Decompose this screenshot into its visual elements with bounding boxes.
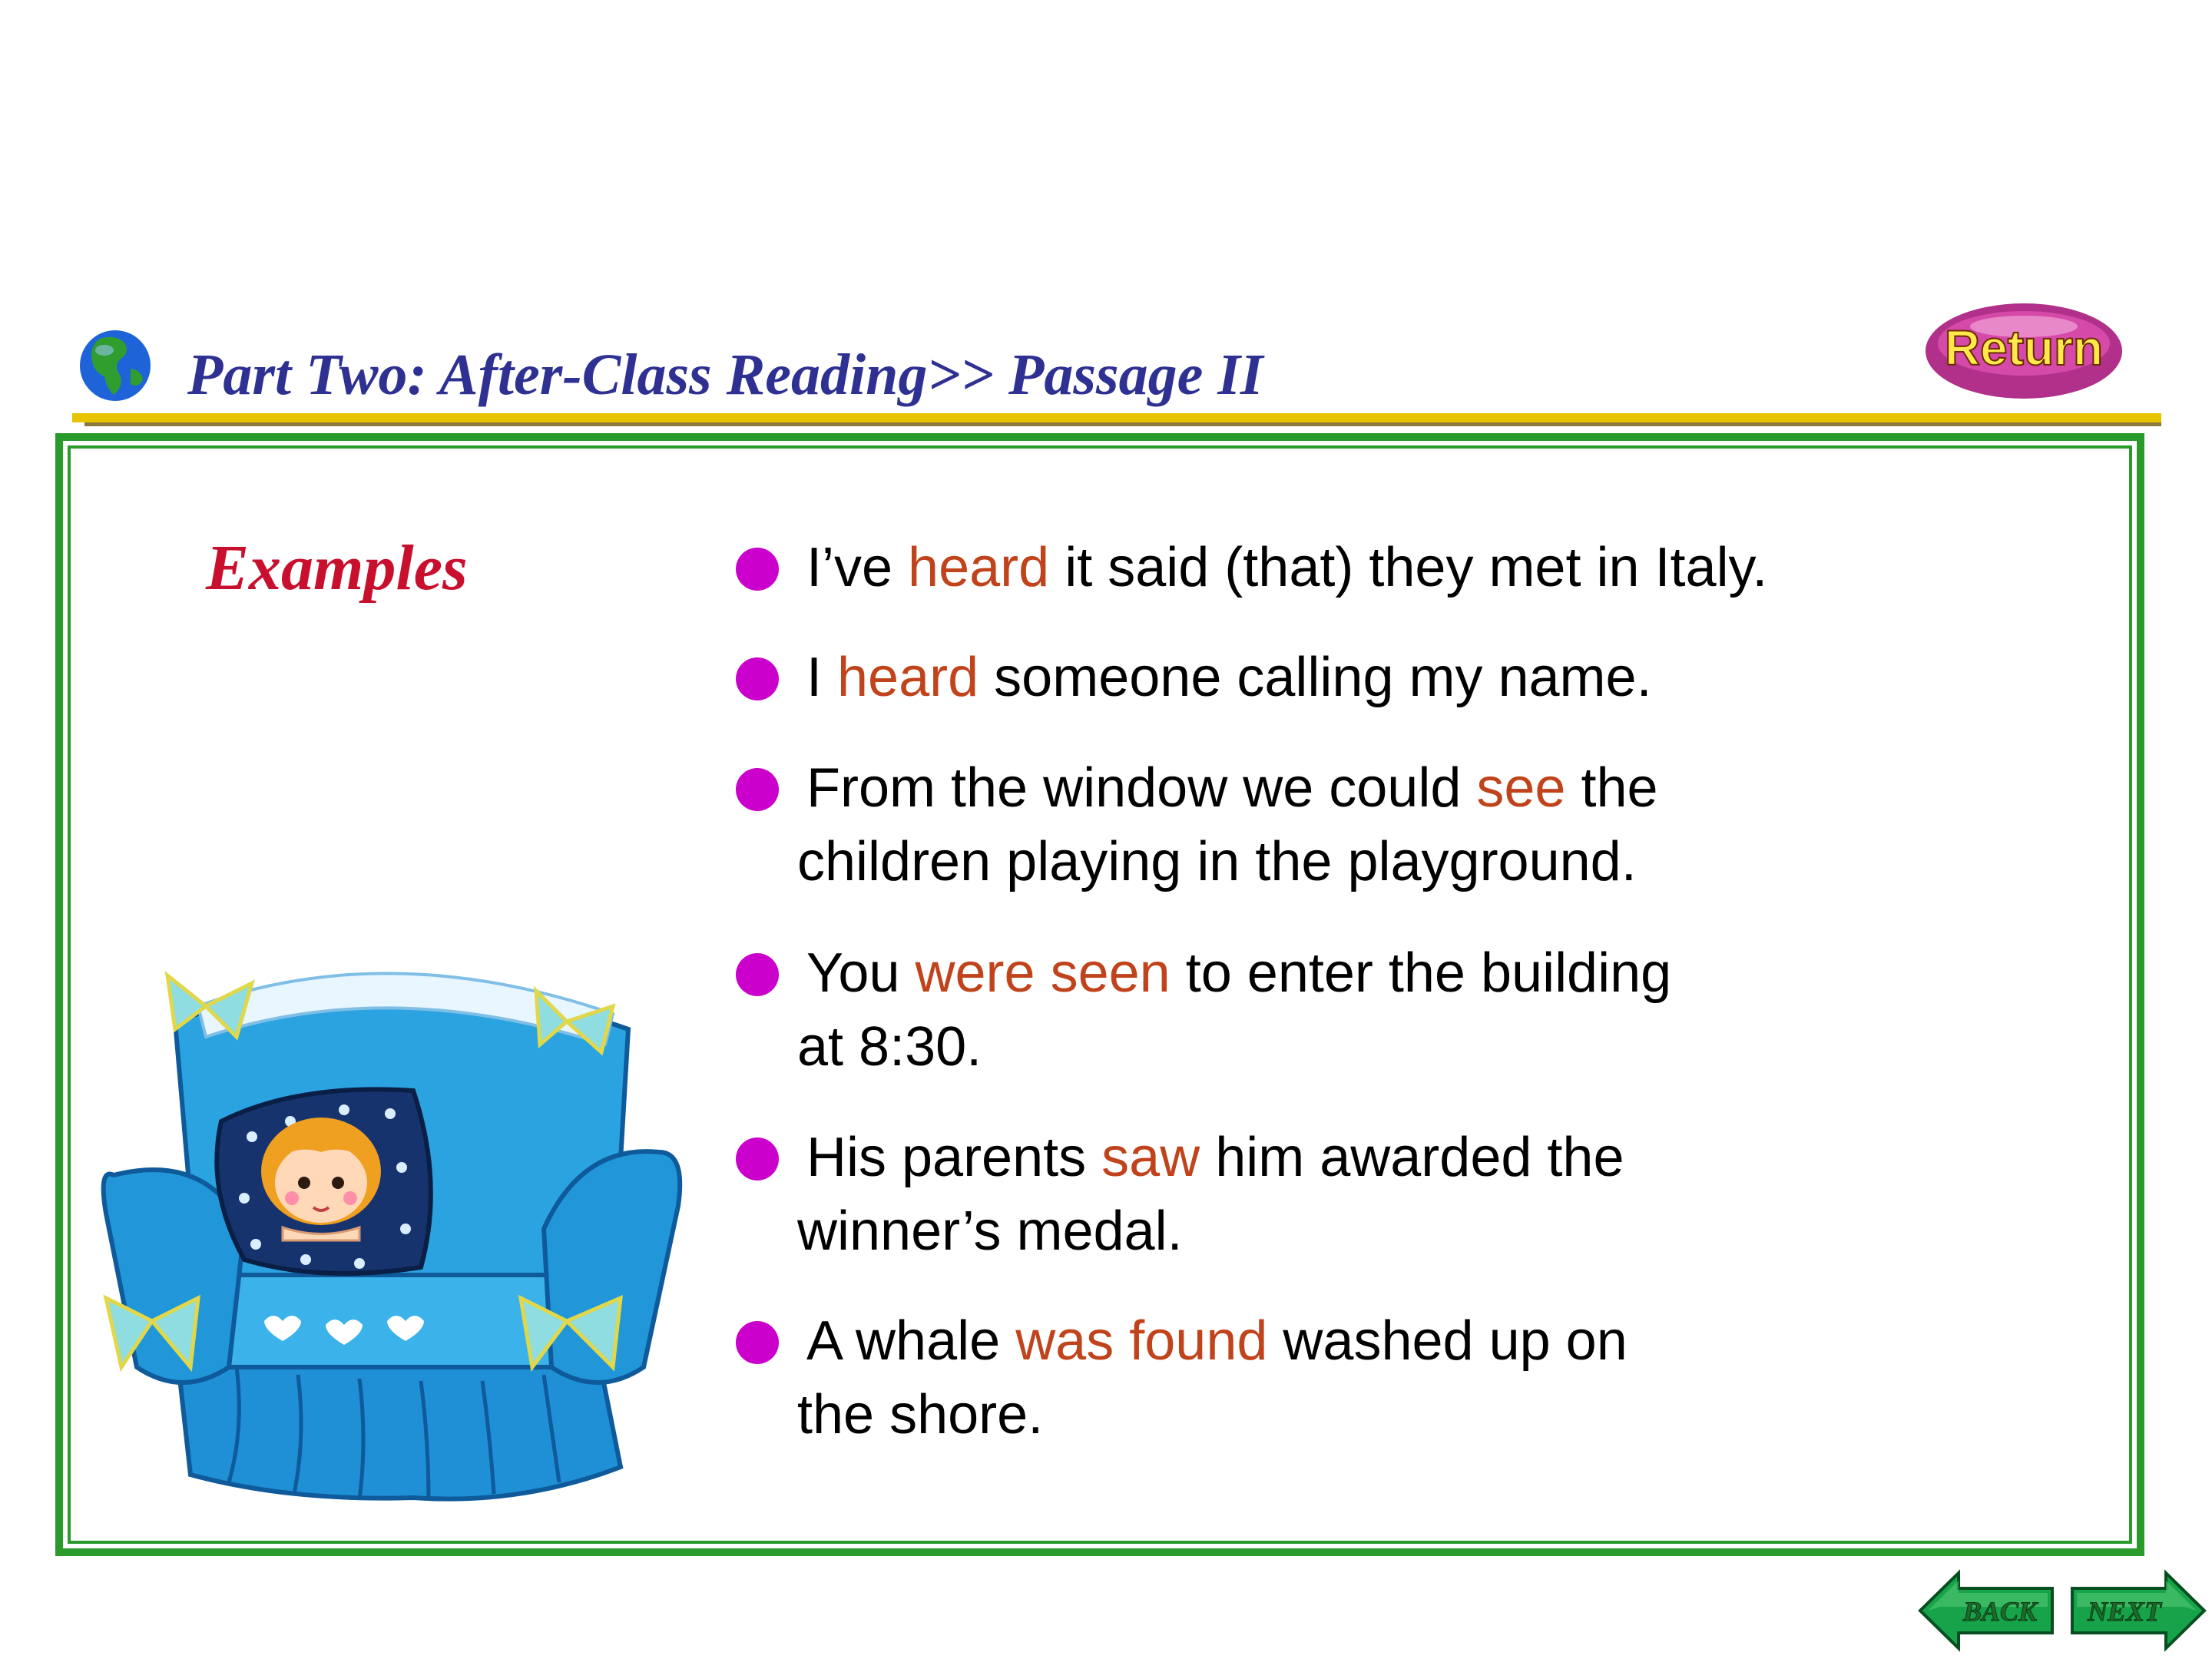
example-item [736, 936, 1671, 1084]
bullet-icon [736, 953, 779, 996]
bullet-icon [736, 1321, 779, 1364]
page-title: Part Two: After-Class Reading>> Passage II [187, 343, 1263, 407]
example-highlight: heard [908, 537, 1050, 598]
return-button-label: Return [1944, 320, 2104, 376]
example-line-2: at 8:30. [797, 1016, 982, 1078]
bullet-icon [736, 768, 779, 811]
section-label: Examples [206, 532, 468, 604]
example-item [736, 751, 1658, 899]
example-line-1: I heard someone calling my name. [806, 647, 1652, 708]
example-line-2: children playing in the playground. [797, 831, 1637, 892]
example-line-1: You were seen to enter the building [806, 942, 1672, 1004]
example-item [736, 1304, 1628, 1452]
example-item [736, 1121, 1624, 1268]
next-button[interactable] [2069, 1568, 2207, 1653]
example-line-1: From the window we could see the [806, 757, 1658, 819]
bullet-icon [736, 548, 779, 591]
next-button-label: NEXT [2087, 1596, 2162, 1627]
example-line-1: I’ve heard it said (that) they met in Italy. [806, 537, 1768, 598]
globe-icon [77, 327, 154, 404]
back-button-label: BACK [1962, 1596, 2038, 1627]
example-highlight: heard [837, 647, 979, 708]
example-item [736, 531, 1767, 604]
example-highlight: see [1476, 757, 1566, 819]
example-line-1: His parents saw him awarded the [806, 1127, 1624, 1188]
header-rule [72, 413, 2161, 422]
armchair-girl-illustration [91, 937, 697, 1521]
bullet-icon [736, 1137, 779, 1181]
example-line-1: A whale was found washed up on [806, 1310, 1628, 1372]
bullet-icon [736, 657, 779, 700]
example-line-2: winner’s medal. [797, 1200, 1183, 1262]
example-highlight: was found [1015, 1310, 1268, 1372]
back-button[interactable] [1917, 1568, 2055, 1653]
header-rule-shadow [84, 422, 2161, 426]
example-item [736, 641, 1652, 714]
example-line-2: the shore. [797, 1384, 1044, 1445]
example-highlight: saw [1101, 1127, 1200, 1188]
return-button[interactable] [1920, 296, 2128, 403]
example-highlight: were seen [915, 942, 1171, 1004]
